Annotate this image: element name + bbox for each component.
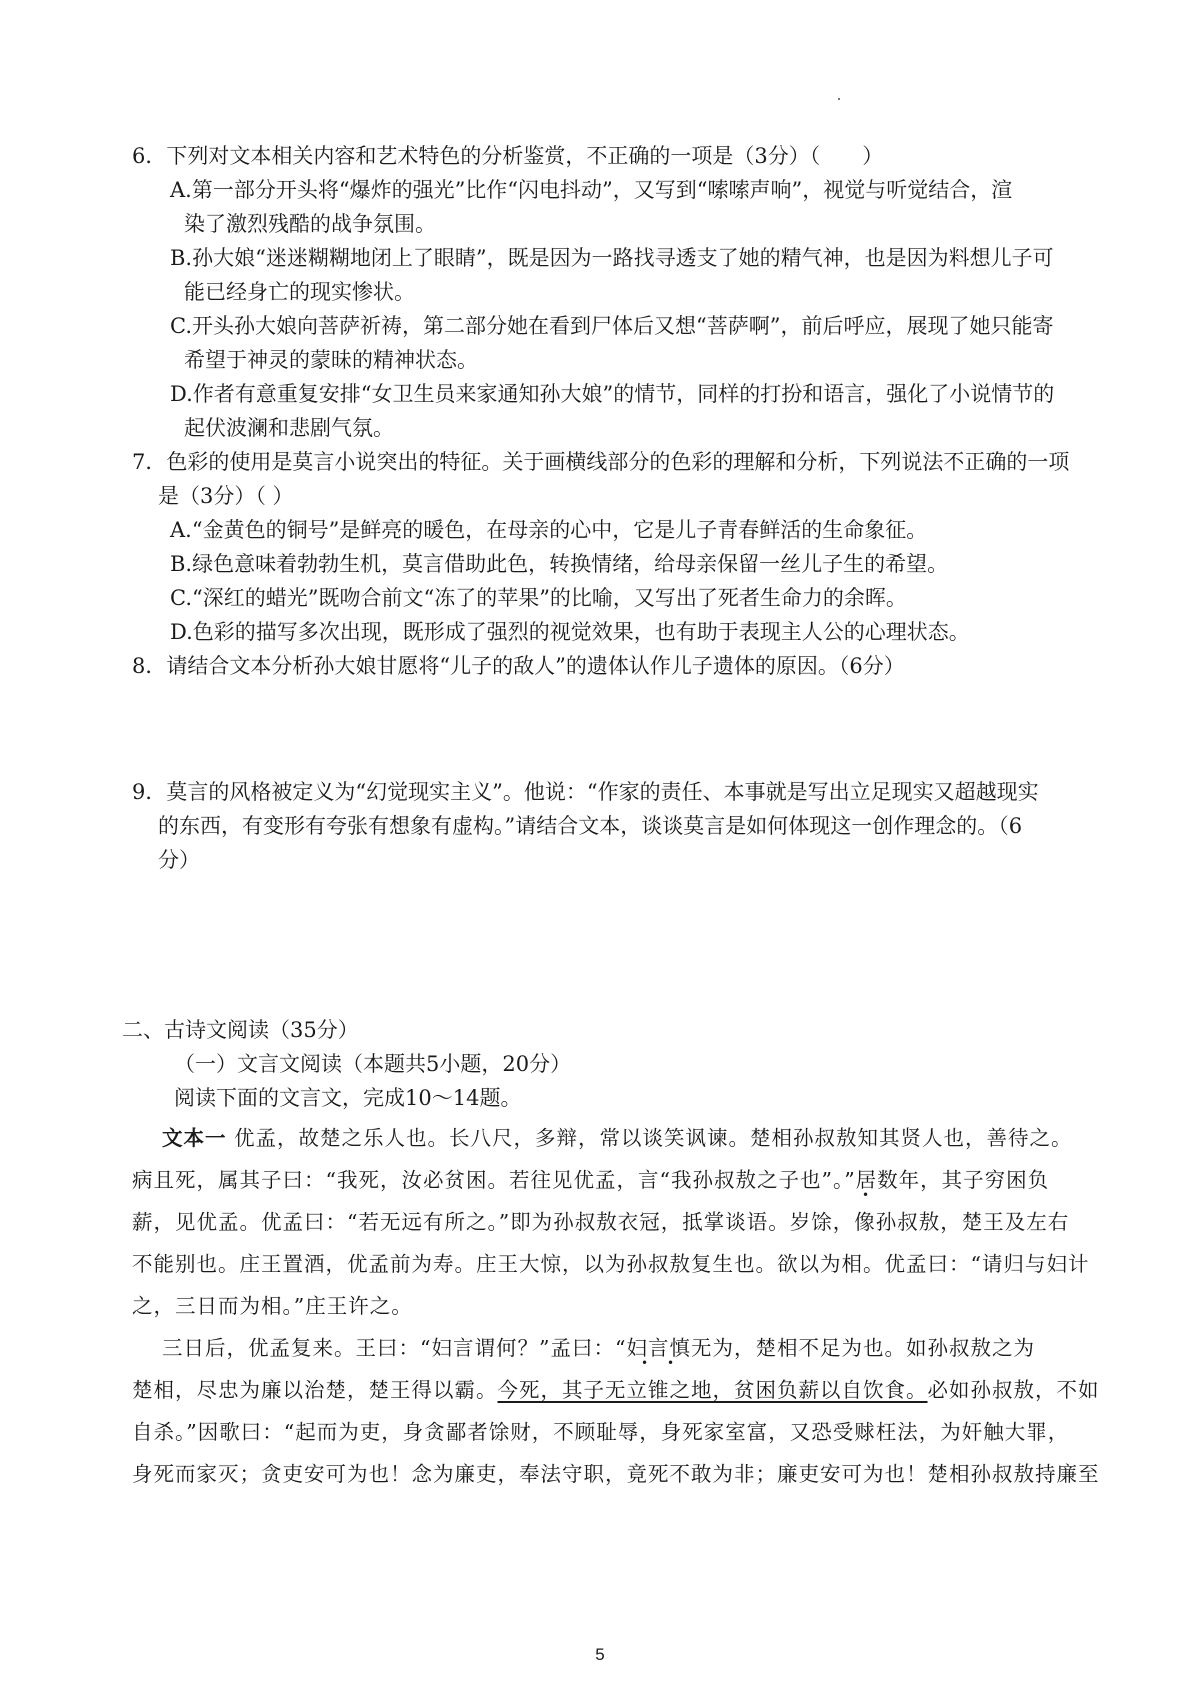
text1-line-4: 不能别也。庄王置酒，优孟前为寿。庄王大惊，以为孙叔敖复生也。欲以为相。优孟曰：“请归与妇计 (132, 1252, 1090, 1276)
page-number: 5 (595, 1645, 605, 1664)
underlined-sentence: 今死，其子无立锥之地，贫困负薪以自饮食。 (497, 1378, 928, 1402)
q7-option-c: C.“深红的蜡光”既吻合前文“冻了的苹果”的比喻，又写出了死者生命力的余晖。 (170, 586, 907, 610)
q6-stem: 6．下列对文本相关内容和艺术特色的分析鉴赏，不正确的一项是（3分）（ ） (132, 144, 884, 168)
q9-stem-cont: 的东西，有变形有夸张有想象有虚构。”请结合文本，谈谈莫言是如何体现这一创作理念的。（6 (158, 814, 1023, 838)
section-title: 二、古诗文阅读（35分） (122, 1018, 359, 1042)
reading-instruction: 阅读下面的文言文，完成10～14题。 (174, 1086, 522, 1110)
emphasis-dot: • (667, 1356, 675, 1370)
scan-speck (838, 98, 840, 100)
q7-option-d: D.色彩的描写多次出现，既形成了强烈的视觉效果，也有助于表现主人公的心理状态。 (170, 620, 970, 644)
text1-label: 文本一 (162, 1126, 227, 1150)
q6-option-d-cont: 起伏波澜和悲剧气氛。 (184, 416, 394, 440)
text1-p2-line-3: 自杀。”因歌曰：“起而为吏，身贪鄙者馀财，不顾耻辱，身死家室富，又恐受赇枉法，为奸触大罪， (132, 1420, 1070, 1444)
text1-line-2: 病且死，属其子曰：“我死，汝必贫困。若往见优孟，言“我孙叔敖之子也”。”居数年，其子穷困负 (132, 1168, 1050, 1192)
q6-option-b-cont: 能已经身亡的现实惨状。 (184, 280, 415, 304)
text1-p2-line-2 (132, 1375, 1100, 1405)
q6-option-b: B.孙大娘“迷迷糊糊地闭上了眼睛”，既是因为一路找寻透支了她的精气神，也是因为料想儿子可 (170, 246, 1054, 270)
q8-stem: 8．请结合文本分析孙大娘甘愿将“儿子的敌人”的遗体认作儿子遗体的原因。（6分） (132, 654, 905, 678)
text1-line-1-body: 优孟，故楚之乐人也。长八尺，多辩，常以谈笑讽谏。楚相孙叔敖知其贤人也，善待之。 (234, 1126, 1073, 1150)
q9-stem-cont-2: 分） (158, 848, 200, 872)
q6-option-a-cont: 染了激烈残酷的战争氛围。 (184, 212, 436, 236)
q6-option-d: D.作者有意重复安排“女卫生员来家通知孙大娘”的情节，同样的打扮和语言，强化了小说情节的 (170, 382, 1055, 406)
q6-option-c: C.开头孙大娘向菩萨祈祷，第二部分她在看到尸体后又想“菩萨啊”，前后呼应，展现了她只能寄 (170, 314, 1054, 338)
q7-option-a: A.“金黄色的铜号”是鲜亮的暖色，在母亲的心中，它是儿子青春鲜活的生命象征。 (170, 518, 928, 542)
emphasis-dot: • (862, 1188, 870, 1202)
text1-p2-line-1: 三日后，优孟复来。王曰：“妇言谓何？”孟曰：“妇言慎无为，楚相不足为也。如孙叔敖之为 (162, 1336, 1035, 1360)
text1-line-5: 之，三日而为相。”庄王许之。 (132, 1294, 413, 1318)
q6-option-c-cont: 希望于神灵的蒙昧的精神状态。 (184, 348, 478, 372)
q6-option-a: A.第一部分开头将“爆炸的强光”比作“闪电抖动”，又写到“嗦嗦声响”，视觉与听觉结合，渲 (170, 178, 1013, 202)
q7-stem: 7．色彩的使用是莫言小说突出的特征。关于画横线部分的色彩的理解和分析，下列说法不正确的一项 (132, 450, 1070, 474)
emphasis-dot: • (641, 1356, 649, 1370)
q7-stem-cont: 是（3分）（ ） (158, 484, 294, 508)
text1-p2-line-2a: 楚相，尽忠为廉以治楚，楚王得以霸。 (132, 1378, 498, 1402)
text1-line-3: 薪，见优孟。优孟曰：“若无远有所之。”即为孙叔敖衣冠，抵掌谈语。岁馀，像孙叔敖，楚王及左右 (132, 1210, 1070, 1234)
q7-option-b: B.绿色意味着勃勃生机，莫言借助此色，转换情绪，给母亲保留一丝儿子生的希望。 (170, 552, 949, 576)
text1-line-1 (162, 1123, 1073, 1153)
text1-p2-line-2b: 必如孙叔敖，不如 (927, 1378, 1100, 1402)
q9-stem: 9．莫言的风格被定义为“幻觉现实主义”。他说：“作家的责任、本事就是写出立足现实又超越现实 (132, 780, 1039, 804)
subsection-title: （一）文言文阅读（本题共5小题，20分） (174, 1052, 572, 1076)
text1-p2-line-4: 身死而家灭；贪吏安可为也！念为廉吏，奉法守职，竟死不敢为非；廉吏安可为也！楚相孙叔敖持廉至 (132, 1462, 1100, 1486)
